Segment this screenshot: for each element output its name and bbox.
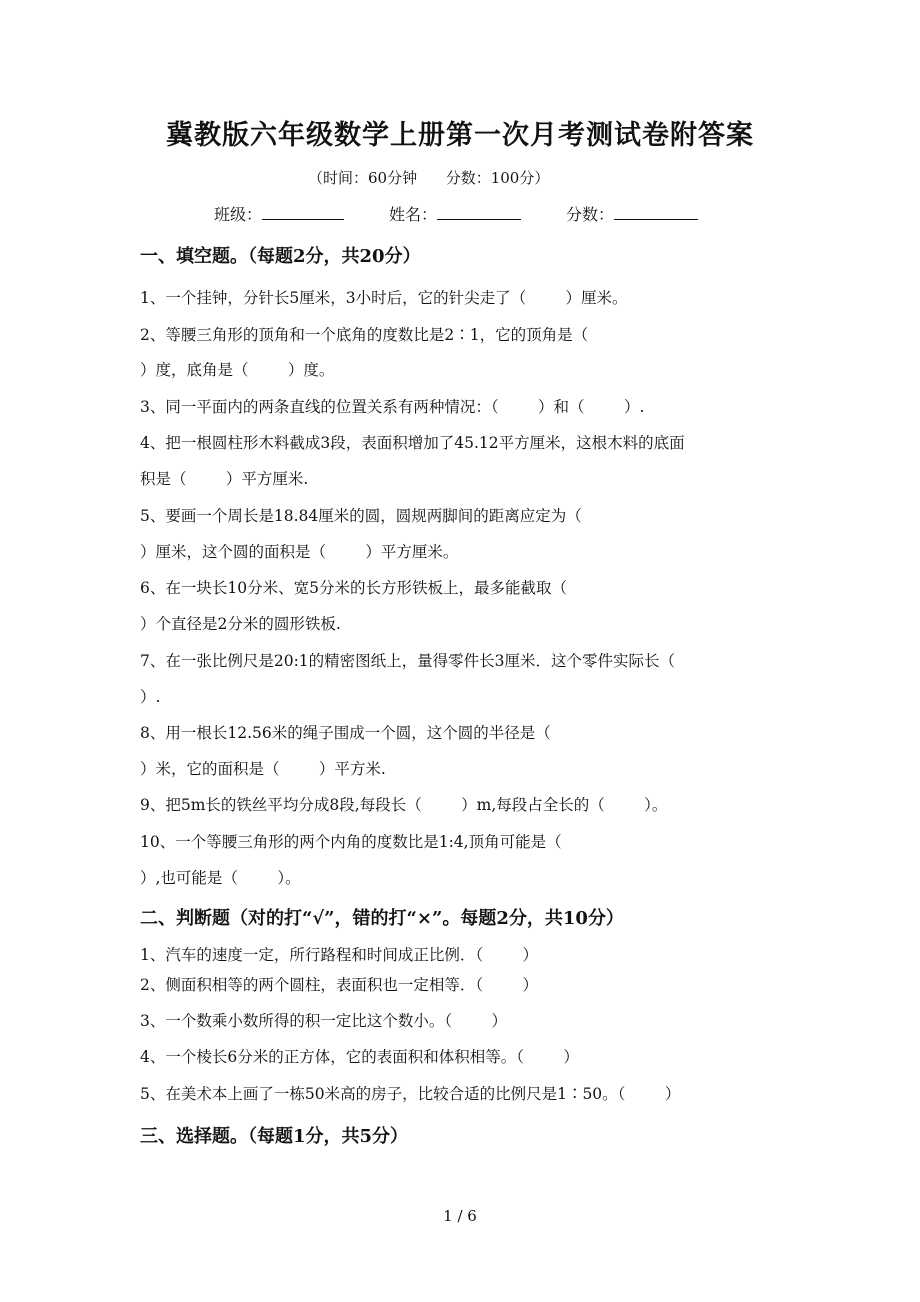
question-line: 2、等腰三角形的顶角和一个底角的度数比是2∶1，它的顶角是（	[140, 326, 589, 344]
section-heading-fill-in: 一、填空题。（每题2分，共20分）	[140, 246, 421, 267]
question-line: ）度，底角是（ ）度。	[140, 361, 335, 379]
page-number: 1 / 6	[443, 1207, 477, 1225]
question-line: 5、在美术本上画了一栋50米高的房子，比较合适的比例尺是1∶50。（ ）	[140, 1085, 681, 1103]
question-line: 5、要画一个周长是18.84厘米的圆，圆规两脚间的距离应定为（	[140, 507, 582, 525]
name-field	[389, 201, 521, 228]
question-line: 积是（ ）平方厘米.	[140, 470, 309, 488]
exam-time-score: （时间：60分钟 分数：100分）	[308, 169, 550, 187]
question-line: 4、一个棱长6分米的正方体，它的表面积和体积相等。（ ）	[140, 1048, 579, 1066]
question-line: 8、用一根长12.56米的绳子围成一个圆，这个圆的半径是（	[140, 724, 551, 742]
score-blank	[614, 201, 698, 220]
question-line: ）.	[140, 688, 161, 706]
class-field	[214, 201, 344, 228]
question-line: 4、把一根圆柱形木料截成3段，表面积增加了45.12平方厘米，这根木料的底面	[140, 434, 685, 452]
question-line: 1、一个挂钟，分针长5厘米，3小时后，它的针尖走了（ ）厘米。	[140, 289, 628, 307]
class-label: 班级：	[214, 205, 263, 224]
question-line: ）,也可能是（ ）。	[140, 869, 301, 887]
question-line: 9、把5m长的铁丝平均分成8段,每段长（ ）m,每段占全长的（ ）。	[140, 796, 668, 814]
section-heading-multiple-choice: 三、选择题。（每题1分，共5分）	[140, 1126, 409, 1147]
question-line: 3、一个数乘小数所得的积一定比这个数小。（ ）	[140, 1012, 508, 1030]
score-label: 分数：	[566, 205, 615, 224]
question-line: 6、在一块长10分米、宽5分米的长方形铁板上，最多能截取（	[140, 579, 567, 597]
name-blank	[437, 201, 521, 220]
question-line: 10、一个等腰三角形的两个内角的度数比是1:4,顶角可能是（	[140, 833, 562, 851]
question-line: 2、侧面积相等的两个圆柱，表面积也一定相等．（ ）	[140, 976, 539, 994]
question-line: ）米，它的面积是（ ）平方米.	[140, 760, 386, 778]
question-line: 1、汽车的速度一定，所行路程和时间成正比例．（ ）	[140, 946, 539, 964]
name-label: 姓名：	[389, 205, 438, 224]
score-field	[566, 201, 698, 228]
page-title: 冀教版六年级数学上册第一次月考测试卷附答案	[166, 120, 754, 151]
question-line: ）厘米，这个圆的面积是（ ）平方厘米。	[140, 543, 459, 561]
question-line: ）个直径是2分米的圆形铁板.	[140, 615, 341, 633]
section-heading-true-false: 二、判断题（对的打“√”，错的打“×”。每题2分，共10分）	[140, 908, 624, 929]
question-line: 3、同一平面内的两条直线的位置关系有两种情况：（ ）和（ ）.	[140, 398, 645, 416]
class-blank	[262, 201, 344, 220]
question-line: 7、在一张比例尺是20:1的精密图纸上，量得零件长3厘米．这个零件实际长（	[140, 652, 676, 670]
